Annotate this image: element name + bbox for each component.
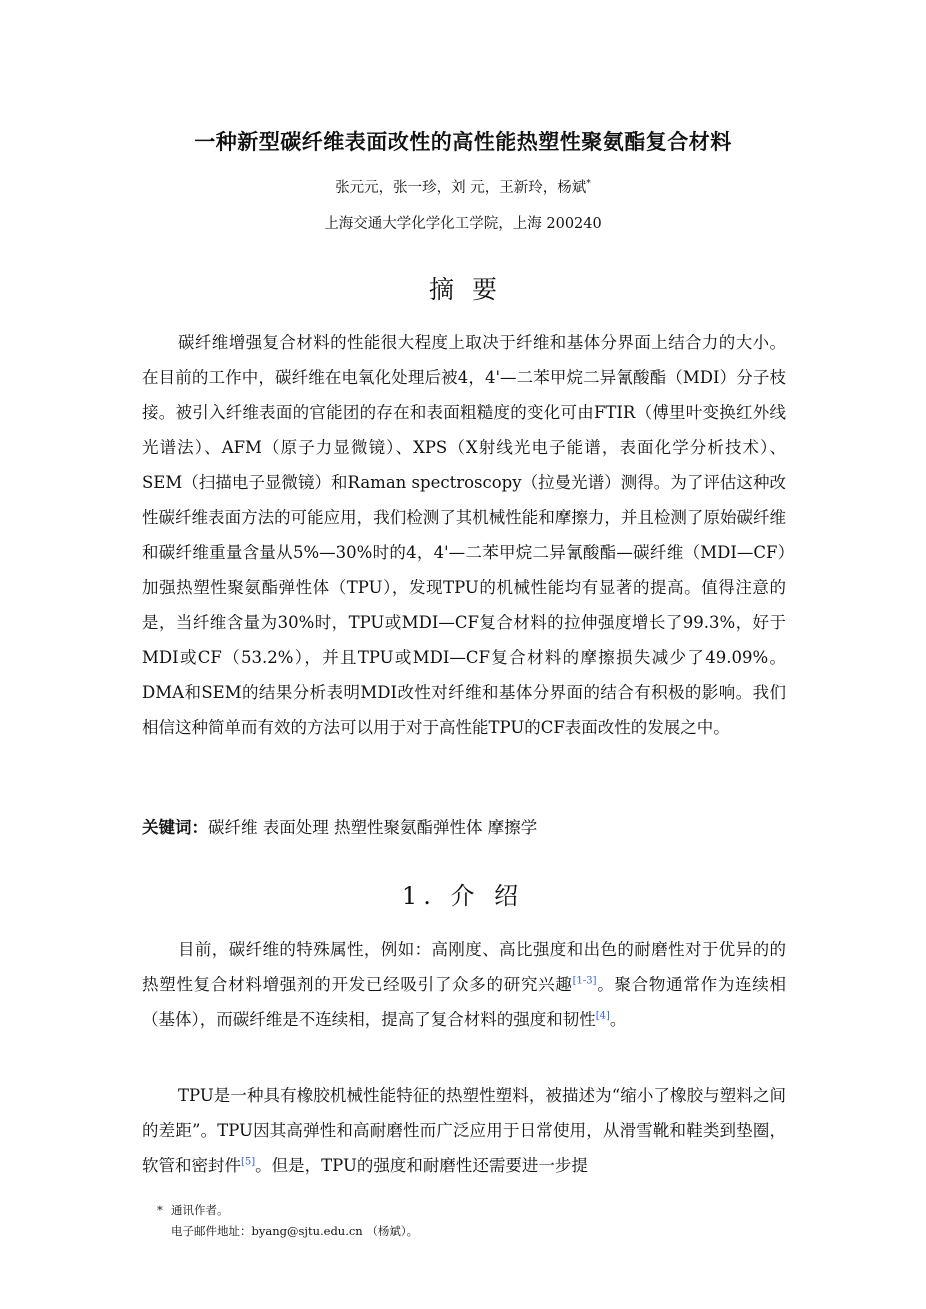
intro-p1-text-a: 目前，碳纤维的特殊属性，例如：高刚度、高比强度和出色的耐磨性对于优异的的热塑性复合材料增强剂的开发已经吸引了众多的研究兴趣 — [142, 940, 786, 994]
keywords-label: 关键词： — [142, 818, 208, 837]
abstract-text: 碳纤维增强复合材料的性能很大程度上取决于纤维和基体分界面上结合力的大小。在目前的工作中，碳纤维在电氧化处理后被4，4'—二苯甲烷二异氰酸酯（MDI）分子枝接。被引入纤维表面的官能团的存在和表面粗糙度的变化可由FTIR（傅里叶变换红外线光谱法）、AFM（原子力显微镜）、XPS（X射线光电子能谱，表面化学分析技术）、SEM（扫描电子显微镜）和Raman spectroscopy（拉曼光谱）测得。为了评估这种改性碳纤维表面方法的可能应用，我们检测了其机械性能和摩擦力，并且检测了原始碳纤维和碳纤维重量含量从5%—30%时的4，4'—二苯甲烷二异氰酸酯—碳纤维（MDI—CF）加强热塑性聚氨酯弹性体（TPU），发现TPU的机械性能均有显著的提高。值得注意的是，当纤维含量为30%时，TPU或MDI—CF复合材料的拉伸强度增长了99.3%，好于MDI或CF（53.2%），并且TPU或MDI—CF复合材料的摩擦损失减少了49.09%。DMA和SEM的结果分析表明MDI改性对纤维和基体分界面的结合有积极的影响。我们相信这种简单而有效的方法可以用于对于高性能TPU的CF表面改性的发展之中。 — [142, 333, 786, 737]
intro-paragraph-1 — [142, 932, 786, 1037]
intro-p1-text-b: 。聚合物通常作为连续相（基体），而碳纤维是不连续相，提高了复合材料的强度和韧性 — [142, 975, 787, 1029]
intro-paragraph-2 — [142, 1078, 786, 1183]
footnote-line-1: 通讯作者。 — [171, 1203, 229, 1217]
keywords-list: 碳纤维 表面处理 热塑性聚氨酯弹性体 摩擦学 — [208, 818, 538, 837]
citation-link[interactable]: [5] — [241, 1156, 256, 1168]
footnote — [157, 1200, 418, 1242]
corresponding-mark: * — [586, 179, 591, 190]
affiliation: 上海交通大学化学化工学院，上海 200240 — [324, 216, 602, 232]
author-list — [0, 176, 926, 197]
intro-p1-text-c: 。 — [609, 1010, 627, 1029]
intro-p2-text-a: TPU是一种具有橡胶机械性能特征的热塑性塑料，被描述为“缩小了橡胶与塑料之间的差距”。TPU因其高弹性和高耐磨性而广泛应用于日常使用，从滑雪靴和鞋类到垫圈，软管和密封件 — [142, 1086, 786, 1175]
author-names: 张元元，张一珍，刘 元，王新玲，杨斌 — [335, 180, 587, 196]
abstract-heading: 摘要 — [428, 275, 515, 304]
abstract-body — [142, 325, 786, 745]
keywords-line — [142, 814, 537, 838]
intro-p2-text-b: 。但是，TPU的强度和耐磨性还需要进一步提 — [255, 1156, 588, 1175]
citation-link[interactable]: [1-3] — [572, 975, 597, 987]
footnote-mark: * — [157, 1203, 163, 1217]
footnote-line-2: 电子邮件地址：byang@sjtu.edu.cn （杨斌）。 — [171, 1224, 419, 1238]
paper-title: 一种新型碳纤维表面改性的高性能热塑性聚氨酯复合材料 — [194, 130, 732, 154]
intro-heading: 1. 介 绍 — [401, 882, 525, 910]
citation-link[interactable]: [4] — [595, 1010, 610, 1022]
